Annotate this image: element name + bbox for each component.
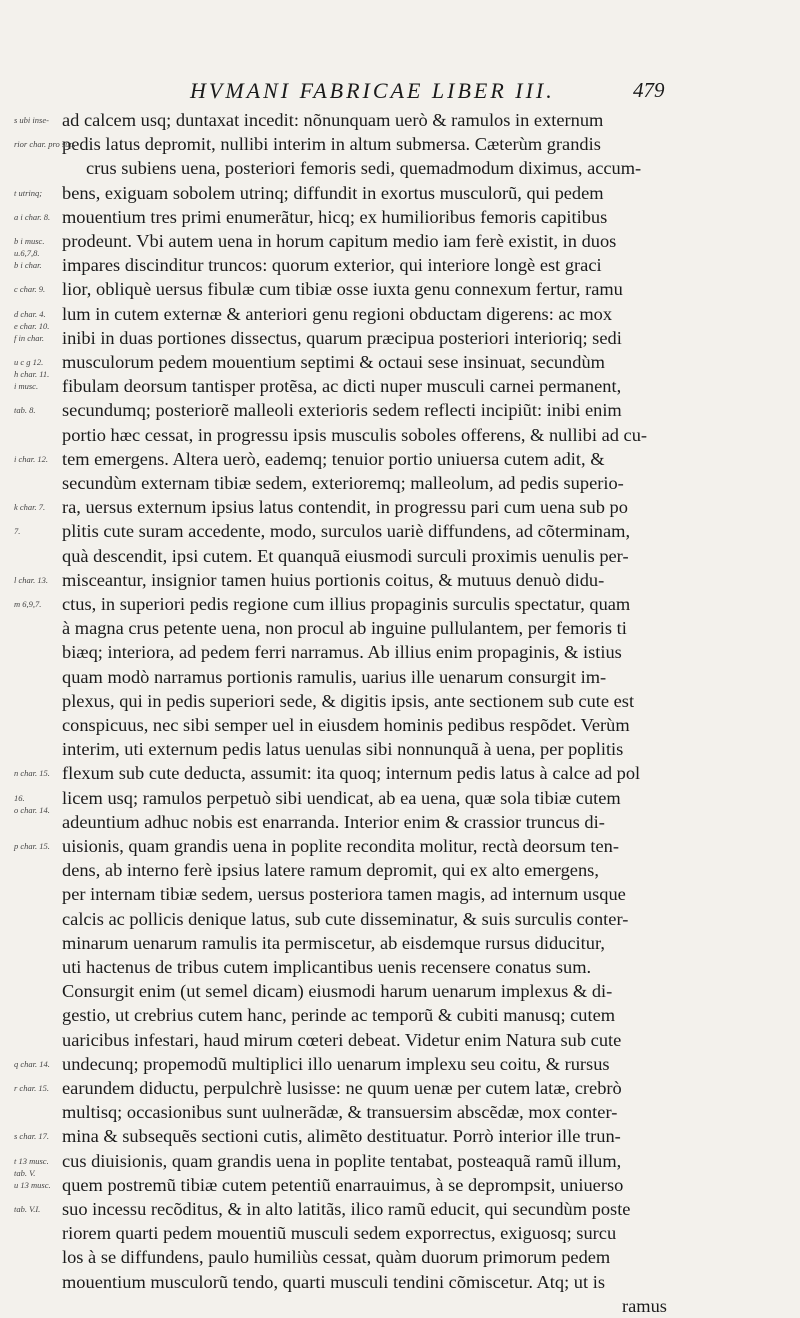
text-line: quem postremũ tibiæ cutem petentiũ enarrauimus, à se deprompsit, uniuerso — [62, 1174, 624, 1195]
text-line: flexum sub cute deducta, assumit: ita quoq; internum pedis latus à calce ad pol — [62, 763, 641, 784]
catchword: ramus — [622, 1295, 667, 1316]
margin-note: b i char. — [14, 260, 42, 271]
text-line: quà descendit, ipsi cutem. Et quanquã eiusmodi surculi proximis uenulis per- — [62, 545, 629, 566]
text-line: licem usq; ramulos perpetuò sibi uendicat, ab ea uena, quæ sola tibiæ cutem — [62, 787, 621, 808]
margin-note: i char. 12. — [14, 453, 48, 464]
text-line: lior, obliquè uersus fibulæ cum tibiæ osse iuxta genu connexum fertur, ramu — [62, 279, 623, 300]
text-line: ctus, in superiori pedis regione cum illius propaginis surculis spectatur, quam — [62, 594, 631, 614]
text-line: calcis ac pollicis denique latus, sub cute disseminatur, & suis surculis conter- — [62, 908, 629, 929]
text-line: conspicuus, nec sibi semper uel in eiusdem hominis pedibus respõdet. Verùm — [62, 715, 630, 735]
margin-note: p char. 15. — [14, 841, 50, 851]
running-title: HVMANI FABRICAE LIBER III. — [190, 78, 555, 103]
margin-note: s char. 17. — [14, 1131, 49, 1142]
text-line: quam modò narramus portionis ramulis, uarius ille uenarum consurgit im- — [62, 666, 607, 687]
text-line: tem emergens. Altera uerò, eademq; tenuior portio uniuersa cutem adit, & — [62, 448, 605, 469]
margin-note: q char. 14. — [14, 1058, 50, 1069]
page-number: 479 — [633, 78, 665, 102]
text-line: earundem diductu, perpulchrè lusisse: ne quum uenæ per cutem latæ, crebrò — [62, 1078, 622, 1098]
margin-note: r char. 15. — [14, 1083, 49, 1093]
margin-note: a i char. 8. — [14, 211, 51, 222]
text-line: musculorum pedem mouentium septimi & octaui sese insinuat, secundùm — [62, 352, 605, 372]
text-line: biæq; interiora, ad pedem ferri narramus. Ab illius enim propaginis, & istius — [62, 642, 622, 663]
margin-note: tab. V. — [14, 1167, 36, 1178]
margin-note: t 13 musc. — [14, 1155, 49, 1166]
text-line: inibi in duas portiones dissectus, quarum præcipua posteriori interioriq; sedi — [62, 327, 622, 348]
text-line: plexus, qui in pedis superiori sede, & digitis ipsis, ante sectionem sub cute est — [62, 690, 635, 711]
text-line: secundùm externam tibiæ sedem, exterioremq; malleolum, ad pedis superio- — [62, 473, 624, 493]
text-line: multisq; occasionibus sunt uulnerãdæ, & transuersim abscẽdæ, mox conter- — [62, 1102, 618, 1123]
text-line: bens, exiguam sobolem utrinq; diffundit in exortus musculorũ, qui pedem — [62, 182, 604, 203]
margin-note: n char. 15. — [14, 768, 50, 779]
text-line: pedis latus depromit, nullibi interim in altum submersa. Cæterùm grandis — [62, 134, 601, 155]
text-line: plitis cute suram accedente, modo, surculos uariè diffundens, ad cõterminam, — [62, 521, 631, 542]
text-line: per internam tibiæ sedem, uersus posteriora tamen magis, ad internum usque — [62, 884, 626, 905]
margin-note: i musc. — [14, 381, 39, 392]
margin-note: t utrinq; — [14, 187, 43, 198]
text-line: uaricibus infestari, haud mirum cœteri debeat. Videtur enim Natura sub cute — [62, 1029, 622, 1050]
margin-note: k char. 7. — [14, 502, 46, 513]
margin-note: m 6,9,7. — [14, 599, 42, 609]
text-line: suo incessu recõditus, & in alto latitãs, ilico ramũ educit, qui secundùm poste — [62, 1199, 631, 1219]
text-line: fibulam deorsum tantisper protẽsa, ac dicti nuper musculi carnei permanent, — [62, 376, 622, 397]
text-line: adeuntium adhuc nobis est enarranda. Interior enim & crassior truncus di- — [62, 811, 605, 832]
text-line: mouentium tres primi enumerãtur, hicq; ex humilioribus femoris capitibus — [62, 206, 608, 227]
margin-note: tab. V.I. — [14, 1204, 41, 1214]
text-line: uisionis, quam grandis uena in poplite recondita molitur, rectà deorsum ten- — [62, 836, 619, 856]
text-line: misceantur, insignior tamen huius portionis coitus, & mutuus denuò didu- — [62, 569, 605, 590]
margin-note: f in char. — [14, 332, 44, 343]
text-line: interim, uti externum pedis latus uenulas sibi nonnunquã à uena, per poplitis — [62, 739, 624, 760]
text-line: ad calcem usq; duntaxat incedit: nõnunquam uerò & ramulos in externum — [62, 110, 604, 130]
margin-note: 7. — [14, 526, 21, 537]
text-line: uti hactenus de tribus cutem implicantibus uenis recensere conatus sum. — [62, 957, 592, 977]
margin-note: rior char. pro sup. — [14, 139, 76, 150]
text-line: ra, uersus externum ipsius latus contendit, in progressu pari cum uena sub po — [62, 497, 628, 518]
text-line: riorem quarti pedem mouentiũ musculi sedem exporrectus, exiguosq; surcu — [62, 1223, 617, 1244]
margin-note: o char. 14. — [14, 804, 50, 815]
text-line: Consurgit enim (ut semel dicam) eiusmodi harum uenarum implexus & di- — [62, 981, 613, 1002]
text-line: cus diuisionis, quam grandis uena in poplite tentabat, posteaquã ramũ illum, — [62, 1150, 622, 1171]
text-line: dens, ab interno ferè ipsius latere ramum depromit, qui ex alto emergens, — [62, 860, 599, 881]
text-line: mouentium musculorũ tendo, quarti musculi tendini cõmiscetur. Atq; ut is — [62, 1271, 605, 1292]
text-line: secundumq; posteriorẽ malleoli exterioris sedem reflecti incipiũt: inibi enim — [62, 400, 622, 421]
margin-note: c char. 9. — [14, 284, 46, 295]
margin-note: h char. 11. — [14, 369, 50, 379]
text-line: lum in cutem externæ & anteriori genu regioni obductam digerens: ac mox — [62, 303, 613, 324]
margin-note: s ubi inse- — [14, 115, 49, 125]
text-line: mina & subsequẽs sectioni cutis, alimẽto destituatur. Porrò interior ille trun- — [62, 1126, 621, 1147]
text-line: prodeunt. Vbi autem uena in horum capitum medio iam ferè existit, in duos — [62, 231, 617, 251]
margin-note: l char. 13. — [14, 574, 48, 585]
text-line: minarum uenarum ramulis ita permiscetur, ab eisdemque rursus diducitur, — [62, 932, 605, 953]
text-line: gestio, ut crebrius cutem hanc, perinde ac temporũ & cubiti manusq; cutem — [62, 1005, 616, 1026]
text-line: undecunq; propemodũ multiplici illo uenarum implexu seu coitu, & rursus — [62, 1053, 610, 1074]
text-line: crus subiens uena, posteriori femoris sedi, quemadmodum diximus, accum- — [86, 158, 642, 179]
text-line: impares discinditur truncos: quorum exterior, qui interiore longè est graci — [62, 255, 602, 276]
margin-note: d char. 4. — [14, 308, 46, 319]
margin-note: b i musc. — [14, 236, 45, 246]
margin-note: u c g 12. — [14, 357, 44, 367]
text-line: los à se diffundens, paulo humiliùs cessat, quàm duorum primorum pedem — [62, 1247, 611, 1268]
margin-note: e char. 10. — [14, 320, 50, 331]
margin-note: u.6,7,8. — [14, 248, 40, 258]
margin-note: 16. — [14, 792, 25, 803]
margin-note: tab. 8. — [14, 405, 36, 416]
text-line: portio hæc cessat, in progressu ipsis musculis soboles offerens, & nullibi ad cu- — [62, 424, 648, 445]
margin-note: u 13 musc. — [14, 1179, 51, 1190]
text-line: à magna crus petente uena, non procul ab inguine pullulantem, per femoris ti — [62, 618, 627, 639]
running-header — [0, 78, 800, 108]
